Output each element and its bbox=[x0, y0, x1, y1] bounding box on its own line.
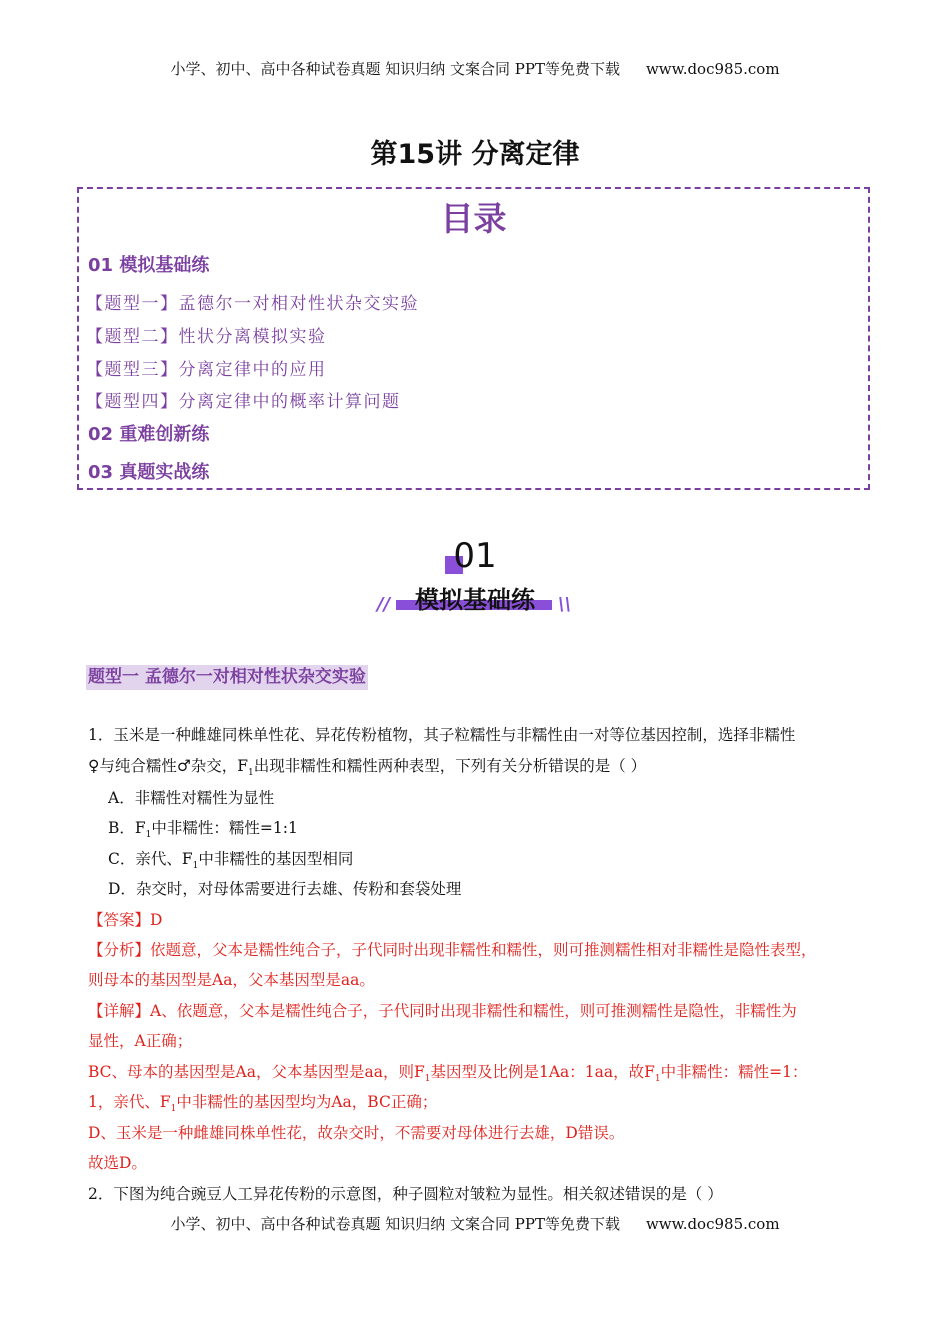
header-url[interactable]: www.doc985.com bbox=[645, 60, 780, 78]
toc-section-2[interactable]: 02 重难创新练 bbox=[88, 424, 210, 445]
q1-option-c: C．亲代、$F_1$中非糯性的基因型相同 bbox=[108, 850, 354, 872]
q1-detail-line2: 显性，A正确； bbox=[88, 1032, 193, 1050]
q1-stem-line1: 1．玉米是一种雌雄同株单性花、异花传粉植物，其子粒糯性与非糯性由一对等位基因控制，选择非糯性 bbox=[88, 726, 796, 744]
q1-analysis-line1: 【分析】依题意，父本是糯性纯合子，子代同时出现非糯性和糯性，则可推测糯性相对非糯性是隐性表型， bbox=[88, 941, 817, 959]
question-type-heading: 题型一 孟德尔一对相对性状杂交实验 bbox=[86, 665, 368, 690]
page-title: 第15讲 分离定律 bbox=[370, 139, 580, 170]
section-badge bbox=[375, 536, 575, 621]
toc-item-4[interactable]: 【题型四】分离定律中的概率计算问题 bbox=[86, 392, 401, 412]
footer-text: 小学、初中、高中各种试卷真题 知识归纳 文案合同 PPT等免费下载 bbox=[170, 1215, 620, 1233]
q1-option-a: A．非糯性对糯性为显性 bbox=[108, 789, 275, 807]
q1-detail-line4: 1，亲代、$F_1$中非糯性的基因型均为Aa，BC正确； bbox=[88, 1093, 438, 1115]
toc-section-3[interactable]: 03 真题实战练 bbox=[88, 462, 210, 483]
q1-analysis-line2: 则母本的基因型是Aa，父本基因型是aa。 bbox=[88, 971, 375, 989]
slash-right-icon: \\ bbox=[558, 594, 572, 615]
q1-detail-line1: 【详解】A、依题意，父本是糯性纯合子，子代同时出现非糯性和糯性，则可推测糯性是隐性，非糯性为 bbox=[88, 1002, 797, 1020]
footer-url[interactable]: www.doc985.com bbox=[645, 1215, 780, 1233]
toc-item-2[interactable]: 【题型二】性状分离模拟实验 bbox=[86, 327, 327, 347]
slash-left-icon: // bbox=[377, 594, 391, 615]
badge-number: 01 bbox=[453, 536, 497, 576]
page-footer bbox=[0, 1213, 950, 1234]
q1-option-b: B．$F_1$中非糯性：糯性=1:1 bbox=[108, 819, 298, 841]
page-header bbox=[0, 58, 950, 79]
q2-stem-line1: 2．下图为纯合豌豆人工异花传粉的示意图，种子圆粒对皱粒为显性。相关叙述错误的是（ ） bbox=[88, 1185, 723, 1203]
toc-item-3[interactable]: 【题型三】分离定律中的应用 bbox=[86, 360, 327, 380]
q1-detail-line6: 故选D。 bbox=[88, 1154, 147, 1172]
q1-answer: 【答案】D bbox=[88, 911, 163, 929]
q1-stem-line2: ♀与纯合糯性♂杂交，$F_1$出现非糯性和糯性两种表型，下列有关分析错误的是（ ） bbox=[88, 757, 647, 779]
toc-heading: 目录 bbox=[440, 199, 507, 238]
header-text: 小学、初中、高中各种试卷真题 知识归纳 文案合同 PPT等免费下载 bbox=[170, 60, 620, 78]
q1-option-d: D．杂交时，对母体需要进行去雄、传粉和套袋处理 bbox=[108, 880, 462, 898]
toc-section-1[interactable]: 01 模拟基础练 bbox=[88, 255, 210, 276]
toc-box bbox=[77, 187, 870, 490]
q1-detail-line3: BC、母本的基因型是Aa，父本基因型是aa，则$F_1$基因型及比例是1Aa：1aa，故$F_1$中非糯性：糯性=1： bbox=[88, 1063, 808, 1085]
badge-title: 模拟基础练 bbox=[415, 586, 535, 614]
toc-item-1[interactable]: 【题型一】孟德尔一对相对性状杂交实验 bbox=[86, 294, 419, 314]
q1-detail-line5: D、玉米是一种雌雄同株单性花，故杂交时，不需要对母体进行去雄，D错误。 bbox=[88, 1124, 625, 1142]
